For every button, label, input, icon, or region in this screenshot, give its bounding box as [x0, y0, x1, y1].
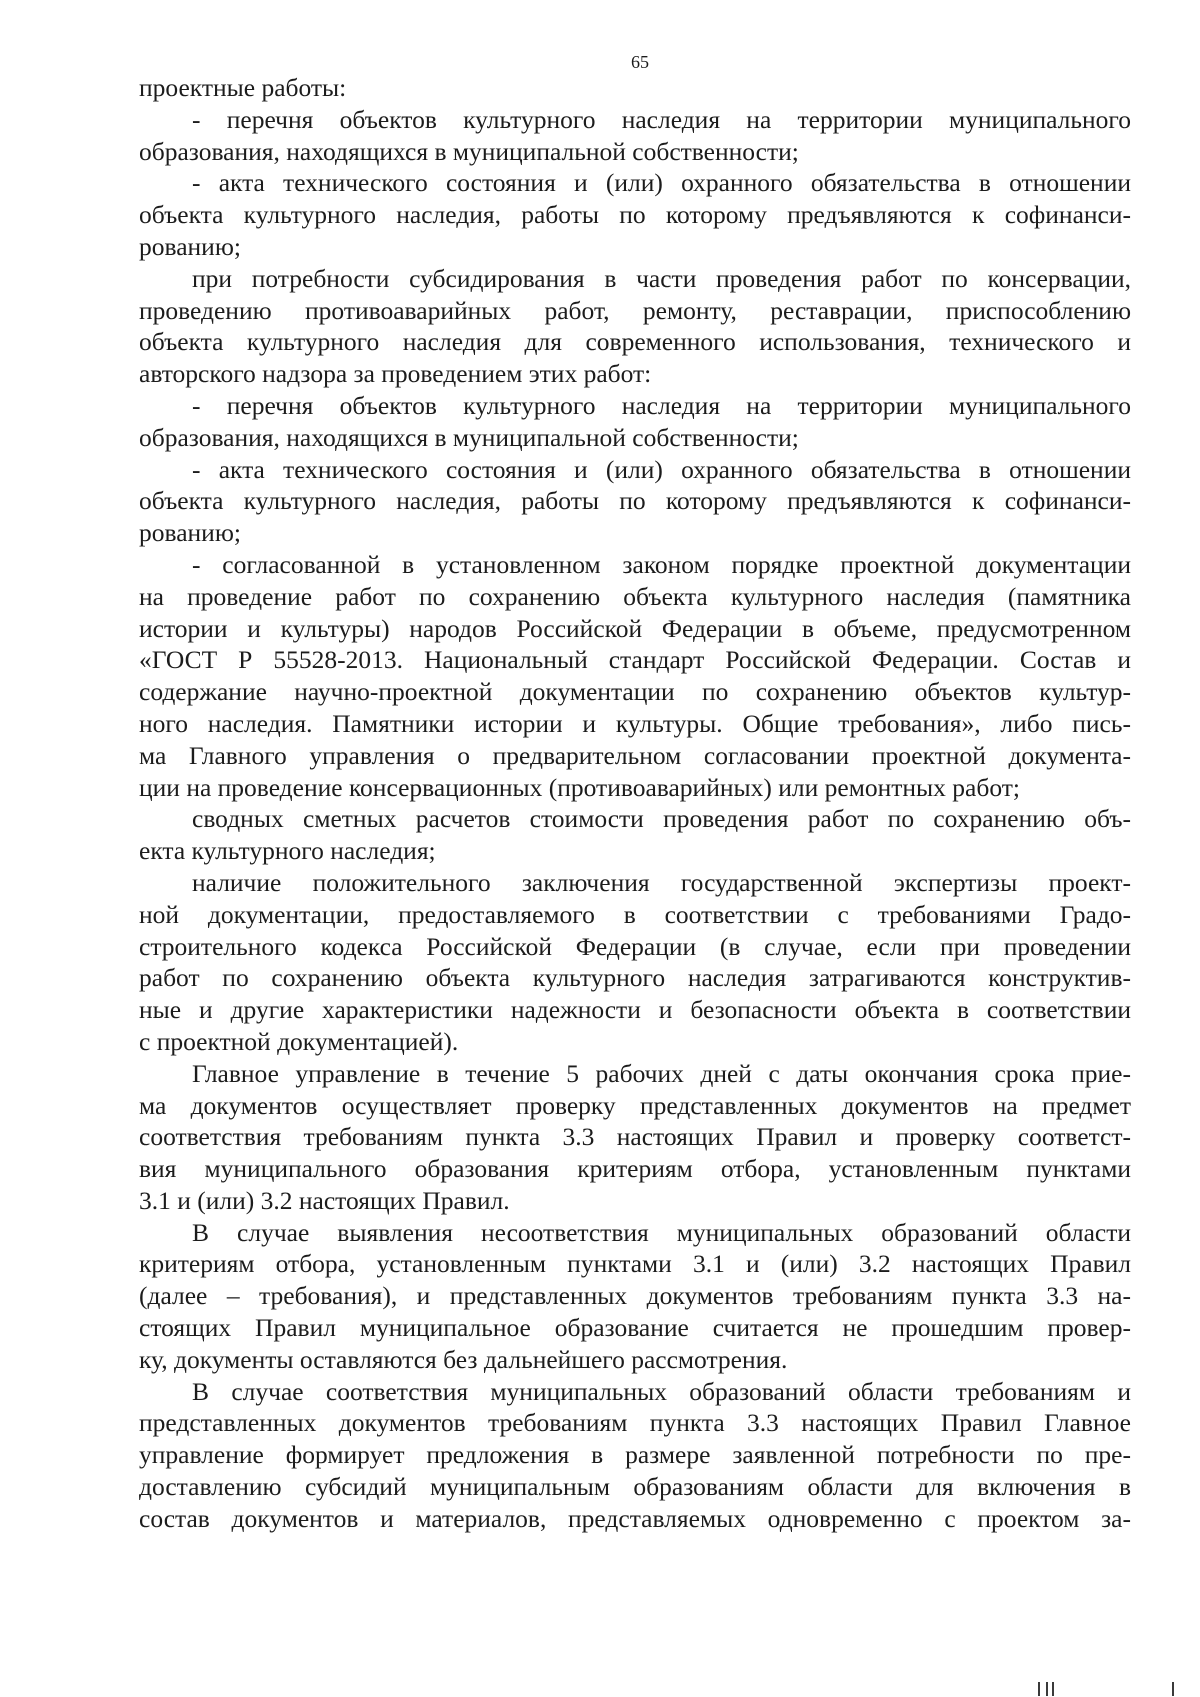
text-line: стоящих Правил муниципальное образование считается не прошедшим провер-: [139, 1313, 1131, 1343]
text-line: В случае соответствия муниципальных образований области требованиям и: [192, 1376, 1131, 1406]
text-line: «ГОСТ Р 55528-2013. Национальный стандарт Российской Федерации. Состав и: [139, 645, 1131, 675]
text-line: ные и другие характеристики надежности и безопасности объекта в соответствии: [139, 995, 1131, 1025]
text-line: - перечня объектов культурного наследия на территории муниципального: [192, 390, 1131, 420]
text-line: наличие положительного заключения государственной экспертизы проект-: [192, 867, 1131, 897]
text-line: при потребности субсидирования в части проведения работ по консервации,: [192, 263, 1131, 293]
text-line: рованию;: [139, 518, 241, 548]
text-line: В случае выявления несоответствия муниципальных образований области: [192, 1217, 1131, 1247]
text-line: проектные работы:: [139, 73, 347, 102]
text-line: - акта технического состояния и (или) охранного обязательства в отношении: [192, 454, 1131, 484]
text-line: ной документации, предоставляемого в соответствии с требованиями Градо-: [139, 899, 1131, 929]
scan-edge-mark: [1172, 1682, 1174, 1696]
text-line: ма документов осуществляет проверку представленных документов на предмет: [139, 1090, 1131, 1120]
text-line: строительного кодекса Российской Федерации (в случае, если при проведении: [139, 931, 1131, 961]
text-line: объекта культурного наследия, работы по которому предъявляются к софинанси-: [139, 200, 1131, 230]
text-line: - акта технического состояния и (или) охранного обязательства в отношении: [192, 168, 1131, 198]
text-line: - перечня объектов культурного наследия на территории муниципального: [192, 104, 1131, 134]
scan-edge-mark: [1038, 1682, 1040, 1696]
text-line: Главное управление в течение 5 рабочих дней с даты окончания срока прие-: [192, 1058, 1131, 1088]
text-line: - согласованной в установленном законом порядке проектной документации: [192, 549, 1131, 579]
text-line: состав документов и материалов, представляемых одновременно с проектом за-: [139, 1503, 1131, 1533]
scan-edge-mark: [1046, 1682, 1048, 1696]
text-line: вия муниципального образования критериям отбора, установленным пунктами: [139, 1154, 1131, 1184]
text-line: работ по сохранению объекта культурного наследия затрагиваются конструктив-: [139, 963, 1131, 993]
text-line: доставлению субсидий муниципальным образованиям области для включения в: [139, 1472, 1131, 1502]
text-line: екта культурного наследия;: [139, 836, 436, 866]
text-line: авторского надзора за проведением этих работ:: [139, 359, 652, 389]
text-line: с проектной документацией).: [139, 1026, 459, 1056]
text-line: рованию;: [139, 231, 241, 261]
text-line: на проведение работ по сохранению объекта культурного наследия (памятника: [139, 581, 1131, 611]
text-line: представленных документов требованиям пункта 3.3 настоящих Правил Главное: [139, 1408, 1131, 1438]
text-line: (далее – требования), и представленных документов требованиям пункта 3.3 на-: [139, 1281, 1131, 1311]
text-line: сводных сметных расчетов стоимости проведения работ по сохранению объ-: [192, 804, 1131, 834]
text-line: соответствия требованиям пункта 3.3 настоящих Правил и проверку соответст-: [139, 1122, 1131, 1152]
text-line: истории и культуры) народов Российской Федерации в объеме, предусмотренном: [139, 613, 1131, 643]
text-line: проведению противоаварийных работ, ремонту, реставрации, приспособлению: [139, 295, 1131, 325]
text-line: ку, документы оставляются без дальнейшего рассмотрения.: [139, 1344, 788, 1374]
text-line: содержание научно-проектной документации по сохранению объектов культур-: [139, 677, 1131, 707]
text-line: ции на проведение консервационных (противоаварийных) или ремонтных работ;: [139, 772, 1020, 802]
text-line: образования, находящихся в муниципальной собственности;: [139, 136, 799, 166]
text-line: образования, находящихся в муниципальной собственности;: [139, 422, 799, 452]
scan-edge-mark: [1052, 1682, 1054, 1696]
page-number: 65: [631, 52, 649, 72]
text-line: объекта культурного наследия для современного использования, технического и: [139, 327, 1131, 357]
text-line: объекта культурного наследия, работы по которому предъявляются к софинанси-: [139, 486, 1131, 516]
text-line: ма Главного управления о предварительном согласовании проектной документа-: [139, 740, 1131, 770]
text-line: управление формирует предложения в размере заявленной потребности по пре-: [139, 1440, 1131, 1470]
text-line: критериям отбора, установленным пунктами 3.1 и (или) 3.2 настоящих Правил: [139, 1249, 1131, 1279]
text-line: 3.1 и (или) 3.2 настоящих Правил.: [139, 1185, 510, 1215]
text-line: ного наследия. Памятники истории и культуры. Общие требования», либо пись-: [139, 708, 1131, 738]
body-text: [139, 72, 1131, 1535]
